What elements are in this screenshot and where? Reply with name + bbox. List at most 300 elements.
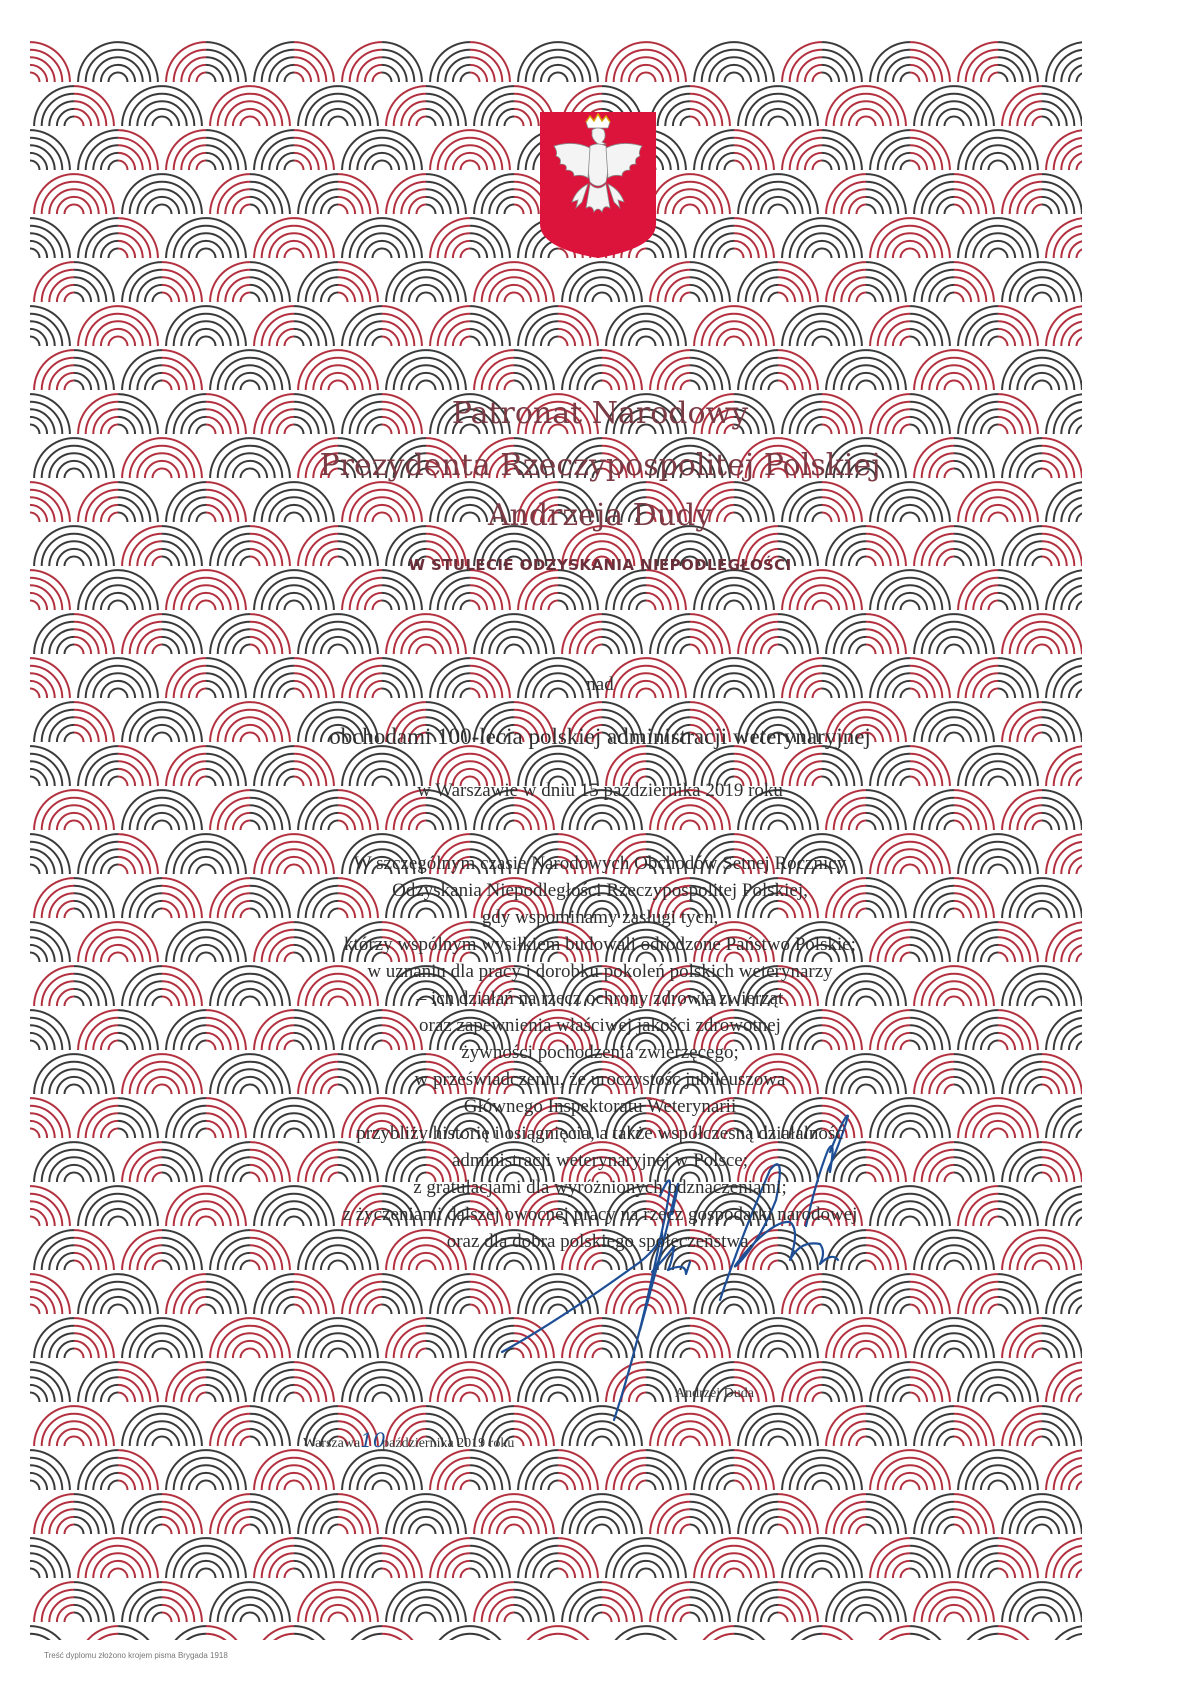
frame-arc xyxy=(430,42,470,82)
frame-arc xyxy=(474,614,514,654)
frame-arc xyxy=(30,249,40,259)
frame-arc xyxy=(109,1393,119,1403)
frame-arc xyxy=(470,1362,510,1402)
frame-arc xyxy=(250,1582,290,1622)
frame-arc xyxy=(681,821,691,831)
frame-arc xyxy=(866,174,906,214)
frame-arc xyxy=(681,1525,691,1535)
frame-arc xyxy=(65,1085,75,1095)
frame-arc xyxy=(782,218,822,258)
frame-arc xyxy=(602,645,612,655)
frame-arc xyxy=(294,1626,334,1666)
frame-arc xyxy=(166,746,206,786)
frame-arc xyxy=(1042,1054,1082,1094)
frame-arc xyxy=(206,425,216,435)
frame-arc xyxy=(1002,1142,1042,1182)
frame-arc xyxy=(474,86,514,126)
frame-arc xyxy=(1077,513,1087,523)
frame-arc xyxy=(285,337,295,347)
dedication-line: gdy wspominamy zasługi tych, xyxy=(481,907,719,928)
frame-arc xyxy=(998,570,1038,610)
frame-arc xyxy=(782,306,822,346)
frame-arc xyxy=(74,733,84,743)
frame-arc xyxy=(162,350,202,390)
frame-arc xyxy=(778,350,818,390)
frame-arc xyxy=(690,1613,700,1623)
frame-arc xyxy=(505,1613,515,1623)
frame-arc xyxy=(241,117,251,127)
frame-arc xyxy=(30,1305,40,1315)
frame-arc xyxy=(637,1657,647,1667)
frame-arc xyxy=(294,337,304,347)
frame-arc xyxy=(373,73,383,83)
frame-arc xyxy=(382,218,422,258)
frame-arc xyxy=(813,1305,823,1315)
frame-arc xyxy=(998,482,1038,522)
frame-arc xyxy=(1061,1641,1086,1666)
frame-arc xyxy=(197,1569,207,1579)
frame-arc xyxy=(30,570,70,610)
frame-arc xyxy=(866,1437,876,1447)
frame-arc xyxy=(1002,614,1042,654)
frame-arc xyxy=(206,1569,216,1579)
frame-arc xyxy=(294,1393,304,1403)
frame-arc xyxy=(901,601,911,611)
frame-arc xyxy=(822,1481,832,1491)
frame-arc xyxy=(166,1098,206,1138)
frame-arc xyxy=(474,174,514,214)
frame-arc xyxy=(34,966,74,1006)
frame-arc xyxy=(34,262,74,302)
frame-arc xyxy=(690,350,730,390)
frame-arc xyxy=(122,790,162,830)
frame-arc xyxy=(373,337,383,347)
frame-arc xyxy=(438,1634,470,1666)
frame-arc xyxy=(30,482,70,522)
frame-arc xyxy=(74,1318,114,1358)
frame-arc xyxy=(778,262,818,302)
frame-arc xyxy=(1042,733,1052,743)
frame-arc xyxy=(197,425,207,435)
frame-arc xyxy=(294,601,304,611)
frame-arc xyxy=(426,205,436,215)
frame-arc xyxy=(386,350,426,390)
frame-arc xyxy=(162,1494,202,1534)
frame-arc xyxy=(738,350,778,390)
frame-arc xyxy=(386,262,426,302)
frame-arc xyxy=(1042,1613,1052,1623)
frame-arc xyxy=(602,1494,642,1534)
frame-arc xyxy=(386,86,426,126)
frame-arc xyxy=(738,262,778,302)
frame-arc xyxy=(954,1261,964,1271)
frame-arc xyxy=(690,1349,700,1359)
frame-arc xyxy=(426,262,466,302)
frame-arc xyxy=(118,1362,158,1402)
frame-arc xyxy=(338,350,378,390)
frame-arc xyxy=(298,350,338,390)
frame-arc xyxy=(954,1613,964,1623)
frame-arc xyxy=(109,777,119,787)
frame-arc xyxy=(426,645,436,655)
frame-arc xyxy=(958,658,998,698)
frame-arc xyxy=(558,337,568,347)
frame-arc xyxy=(822,1626,862,1666)
frame-arc xyxy=(78,570,118,610)
frame-arc xyxy=(65,381,75,391)
frame-arc xyxy=(166,1010,206,1050)
frame-arc xyxy=(34,1494,74,1534)
frame-arc xyxy=(514,262,554,302)
frame-arc xyxy=(826,1318,866,1358)
frame-arc xyxy=(166,658,206,698)
frame-arc xyxy=(954,205,964,215)
frame-arc xyxy=(778,174,818,214)
frame-arc xyxy=(958,1010,998,1050)
frame-arc xyxy=(1033,1525,1043,1535)
frame-arc xyxy=(958,394,998,434)
frame-arc xyxy=(78,306,118,346)
frame-arc xyxy=(78,218,118,258)
frame-arc xyxy=(866,117,876,127)
frame-arc xyxy=(702,1634,734,1666)
frame-arc xyxy=(74,117,84,127)
frame-arc xyxy=(74,1230,114,1270)
frame-arc xyxy=(34,350,74,390)
frame-arc xyxy=(690,117,700,127)
frame-arc xyxy=(1002,86,1042,126)
frame-arc xyxy=(549,1305,559,1315)
frame-arc xyxy=(1033,205,1043,215)
frame-arc xyxy=(74,1525,84,1535)
frame-arc xyxy=(734,161,744,171)
frame-arc xyxy=(373,1305,383,1315)
frame-arc xyxy=(558,1274,598,1314)
frame-arc xyxy=(694,42,734,82)
frame-arc xyxy=(78,1098,118,1138)
frame-arc xyxy=(910,161,920,171)
frame-arc xyxy=(166,394,206,434)
frame-arc xyxy=(74,557,84,567)
frame-arc xyxy=(461,1393,471,1403)
frame-arc xyxy=(910,1538,950,1578)
frame-arc xyxy=(329,1261,339,1271)
frame-arc xyxy=(822,1305,832,1315)
frame-arc xyxy=(1077,249,1087,259)
frame-arc xyxy=(958,1538,998,1578)
frame-arc xyxy=(966,1634,998,1666)
frame-arc xyxy=(118,1450,158,1490)
frame-arc xyxy=(241,645,251,655)
frame-arc xyxy=(734,1569,744,1579)
frame-arc xyxy=(1033,1261,1043,1271)
frame-arc xyxy=(30,1186,70,1226)
frame-arc xyxy=(166,130,206,170)
frame-arc xyxy=(294,161,304,171)
frame-arc xyxy=(417,205,427,215)
frame-arc xyxy=(78,1626,118,1666)
frame-arc xyxy=(857,645,867,655)
frame-arc xyxy=(1046,746,1086,786)
frame-arc xyxy=(430,130,470,170)
frame-arc xyxy=(778,614,818,654)
frame-arc xyxy=(285,249,295,259)
frame-arc xyxy=(549,73,559,83)
frame-arc xyxy=(1077,73,1087,83)
frame-arc xyxy=(30,1393,40,1403)
frame-arc xyxy=(910,130,950,170)
frame-arc xyxy=(593,1613,603,1623)
frame-arc xyxy=(1046,1098,1086,1138)
frame-arc xyxy=(646,570,686,610)
frame-arc xyxy=(778,1437,788,1447)
frame-arc xyxy=(74,174,114,214)
frame-arc xyxy=(197,73,207,83)
frame-arc xyxy=(1077,1305,1087,1315)
frame-arc xyxy=(382,1641,407,1666)
frame-arc xyxy=(1042,174,1082,214)
frame-arc xyxy=(822,1393,832,1403)
frame-arc xyxy=(122,614,162,654)
frame-arc xyxy=(210,174,250,214)
frame-arc xyxy=(122,1230,162,1270)
frame-arc xyxy=(1046,658,1086,698)
frame-arc xyxy=(342,1538,382,1578)
frame-arc xyxy=(690,174,730,214)
frame-arc xyxy=(162,1349,172,1359)
frame-arc xyxy=(614,1634,646,1666)
frame-arc xyxy=(461,1305,471,1315)
frame-arc xyxy=(294,570,334,610)
frame-arc xyxy=(109,337,119,347)
frame-arc xyxy=(118,394,158,434)
dedication-line: w przeświadczeniu, że uroczystość jubileuszowa xyxy=(414,1069,786,1090)
frame-arc xyxy=(518,42,558,82)
frame-arc xyxy=(382,130,422,170)
frame-arc xyxy=(910,394,950,434)
frame-arc xyxy=(426,614,466,654)
frame-arc xyxy=(206,570,246,610)
frame-arc xyxy=(357,1641,382,1666)
frame-arc xyxy=(417,293,427,303)
frame-arc xyxy=(646,337,656,347)
frame-arc xyxy=(514,293,524,303)
frame-arc xyxy=(866,1349,876,1359)
frame-arc xyxy=(338,381,348,391)
frame-arc xyxy=(1042,1349,1052,1359)
frame-arc xyxy=(241,557,251,567)
frame-arc xyxy=(998,1450,1038,1490)
frame-arc xyxy=(1046,306,1086,346)
typeface-note: Treść dyplomu złożono krojem pisma Brygada 1918 xyxy=(44,1651,228,1660)
frame-arc xyxy=(562,614,602,654)
frame-arc xyxy=(998,1657,1008,1667)
frame-arc xyxy=(998,865,1008,875)
frame-arc xyxy=(342,130,382,170)
frame-arc xyxy=(78,922,118,962)
frame-arc xyxy=(250,469,260,479)
frame-arc xyxy=(593,1261,603,1271)
frame-arc xyxy=(74,1085,84,1095)
frame-arc xyxy=(1042,1142,1082,1182)
frame-arc xyxy=(954,438,994,478)
frame-arc xyxy=(1042,1525,1052,1535)
frame-arc xyxy=(382,337,392,347)
frame-arc xyxy=(857,1525,867,1535)
frame-arc xyxy=(593,821,603,831)
frame-arc xyxy=(1042,878,1082,918)
frame-arc xyxy=(822,570,862,610)
frame-arc xyxy=(558,1626,598,1666)
frame-arc xyxy=(250,1494,290,1534)
frame-arc xyxy=(1033,381,1043,391)
frame-arc xyxy=(294,1634,326,1666)
frame-arc xyxy=(382,73,392,83)
frame-arc xyxy=(426,381,436,391)
frame-arc xyxy=(162,117,172,127)
frame-arc xyxy=(558,601,568,611)
frame-arc xyxy=(250,1525,260,1535)
frame-arc xyxy=(122,86,162,126)
frame-arc xyxy=(813,1481,823,1491)
frame-arc xyxy=(197,1129,207,1139)
frame-arc xyxy=(725,1657,735,1667)
frame-arc xyxy=(86,1634,118,1666)
frame-arc xyxy=(650,1406,690,1446)
frame-arc xyxy=(725,1569,735,1579)
frame-arc xyxy=(1042,1085,1052,1095)
frame-arc xyxy=(1042,1318,1082,1358)
frame-arc xyxy=(206,953,216,963)
frame-arc xyxy=(822,130,862,170)
frame-arc xyxy=(250,1613,260,1623)
frame-arc xyxy=(197,249,207,259)
frame-arc xyxy=(386,614,426,654)
frame-arc xyxy=(866,86,906,126)
frame-arc xyxy=(1077,1129,1087,1139)
frame-arc xyxy=(901,161,911,171)
frame-arc xyxy=(162,1613,172,1623)
frame-arc xyxy=(989,865,999,875)
frame-arc xyxy=(945,1261,955,1271)
frame-arc xyxy=(822,306,862,346)
frame-arc xyxy=(998,1041,1008,1051)
frame-arc xyxy=(118,425,128,435)
frame-arc xyxy=(118,161,128,171)
frame-arc xyxy=(78,1538,118,1578)
frame-arc xyxy=(298,614,338,654)
frame-arc xyxy=(74,645,84,655)
frame-arc xyxy=(857,117,867,127)
frame-arc xyxy=(694,1274,734,1314)
frame-arc xyxy=(206,249,216,259)
frame-arc xyxy=(417,381,427,391)
frame-arc xyxy=(254,1626,294,1666)
frame-arc xyxy=(65,1437,75,1447)
dedication-line: przybliży historię i osiągnięcia, a także współczesną działalność xyxy=(356,1123,844,1144)
frame-arc xyxy=(562,1582,602,1622)
frame-arc xyxy=(778,821,788,831)
frame-arc xyxy=(78,1010,118,1050)
frame-arc xyxy=(338,821,348,831)
frame-arc xyxy=(954,1525,964,1535)
frame-arc xyxy=(1002,790,1042,830)
frame-arc xyxy=(426,1349,436,1359)
frame-arc xyxy=(470,249,480,259)
frame-arc xyxy=(910,1274,950,1314)
dedication-line: administracji weterynaryjnej w Polsce; xyxy=(452,1150,748,1171)
frame-arc xyxy=(734,42,774,82)
frame-arc xyxy=(822,1657,832,1667)
frame-arc xyxy=(901,249,911,259)
frame-arc xyxy=(254,130,294,170)
frame-arc xyxy=(30,1626,70,1666)
frame-arc xyxy=(197,1481,207,1491)
frame-arc xyxy=(254,218,294,258)
frame-arc xyxy=(426,293,436,303)
header-line-3: Andrzeja Dudy xyxy=(487,498,713,533)
frame-arc xyxy=(637,1569,647,1579)
frame-arc xyxy=(857,1349,867,1359)
frame-arc xyxy=(813,337,823,347)
frame-arc xyxy=(474,1494,514,1534)
frame-arc xyxy=(1033,821,1043,831)
polish-eagle-emblem-icon xyxy=(540,112,656,258)
frame-arc xyxy=(338,1261,348,1271)
frame-arc xyxy=(30,689,40,699)
frame-arc xyxy=(805,1649,822,1666)
frame-arc xyxy=(650,1494,690,1534)
frame-arc xyxy=(518,1274,558,1314)
frame-arc xyxy=(206,1129,216,1139)
frame-arc xyxy=(74,997,84,1007)
frame-arc xyxy=(162,909,172,919)
frame-arc xyxy=(1042,86,1082,126)
frame-arc xyxy=(910,42,950,82)
frame-arc xyxy=(558,1362,598,1402)
frame-arc xyxy=(162,381,172,391)
frame-arc xyxy=(430,1626,470,1666)
frame-arc xyxy=(197,1041,207,1051)
frame-arc xyxy=(998,1393,1008,1403)
frame-arc xyxy=(910,1305,920,1315)
frame-arc xyxy=(646,42,686,82)
frame-arc xyxy=(470,1538,510,1578)
frame-arc xyxy=(241,1437,251,1447)
frame-arc xyxy=(1077,1481,1087,1491)
frame-arc xyxy=(901,73,911,83)
frame-arc xyxy=(998,1362,1038,1402)
frame-arc xyxy=(206,1274,246,1314)
frame-arc xyxy=(285,601,295,611)
frame-arc xyxy=(338,174,378,214)
frame-arc xyxy=(857,205,867,215)
frame-arc xyxy=(1042,117,1052,127)
frame-arc xyxy=(866,645,876,655)
frame-arc xyxy=(122,438,162,478)
frame-arc xyxy=(74,702,114,742)
frame-arc xyxy=(342,570,382,610)
frame-arc xyxy=(74,293,84,303)
frame-arc xyxy=(998,1538,1038,1578)
frame-arc xyxy=(602,381,612,391)
frame-arc xyxy=(734,601,744,611)
dedication-line: żywności pochodzenia zwierzęcego; xyxy=(461,1042,739,1063)
frame-arc xyxy=(298,1582,338,1622)
frame-arc xyxy=(870,1538,910,1578)
frame-arc xyxy=(338,614,378,654)
frame-arc xyxy=(914,350,954,390)
